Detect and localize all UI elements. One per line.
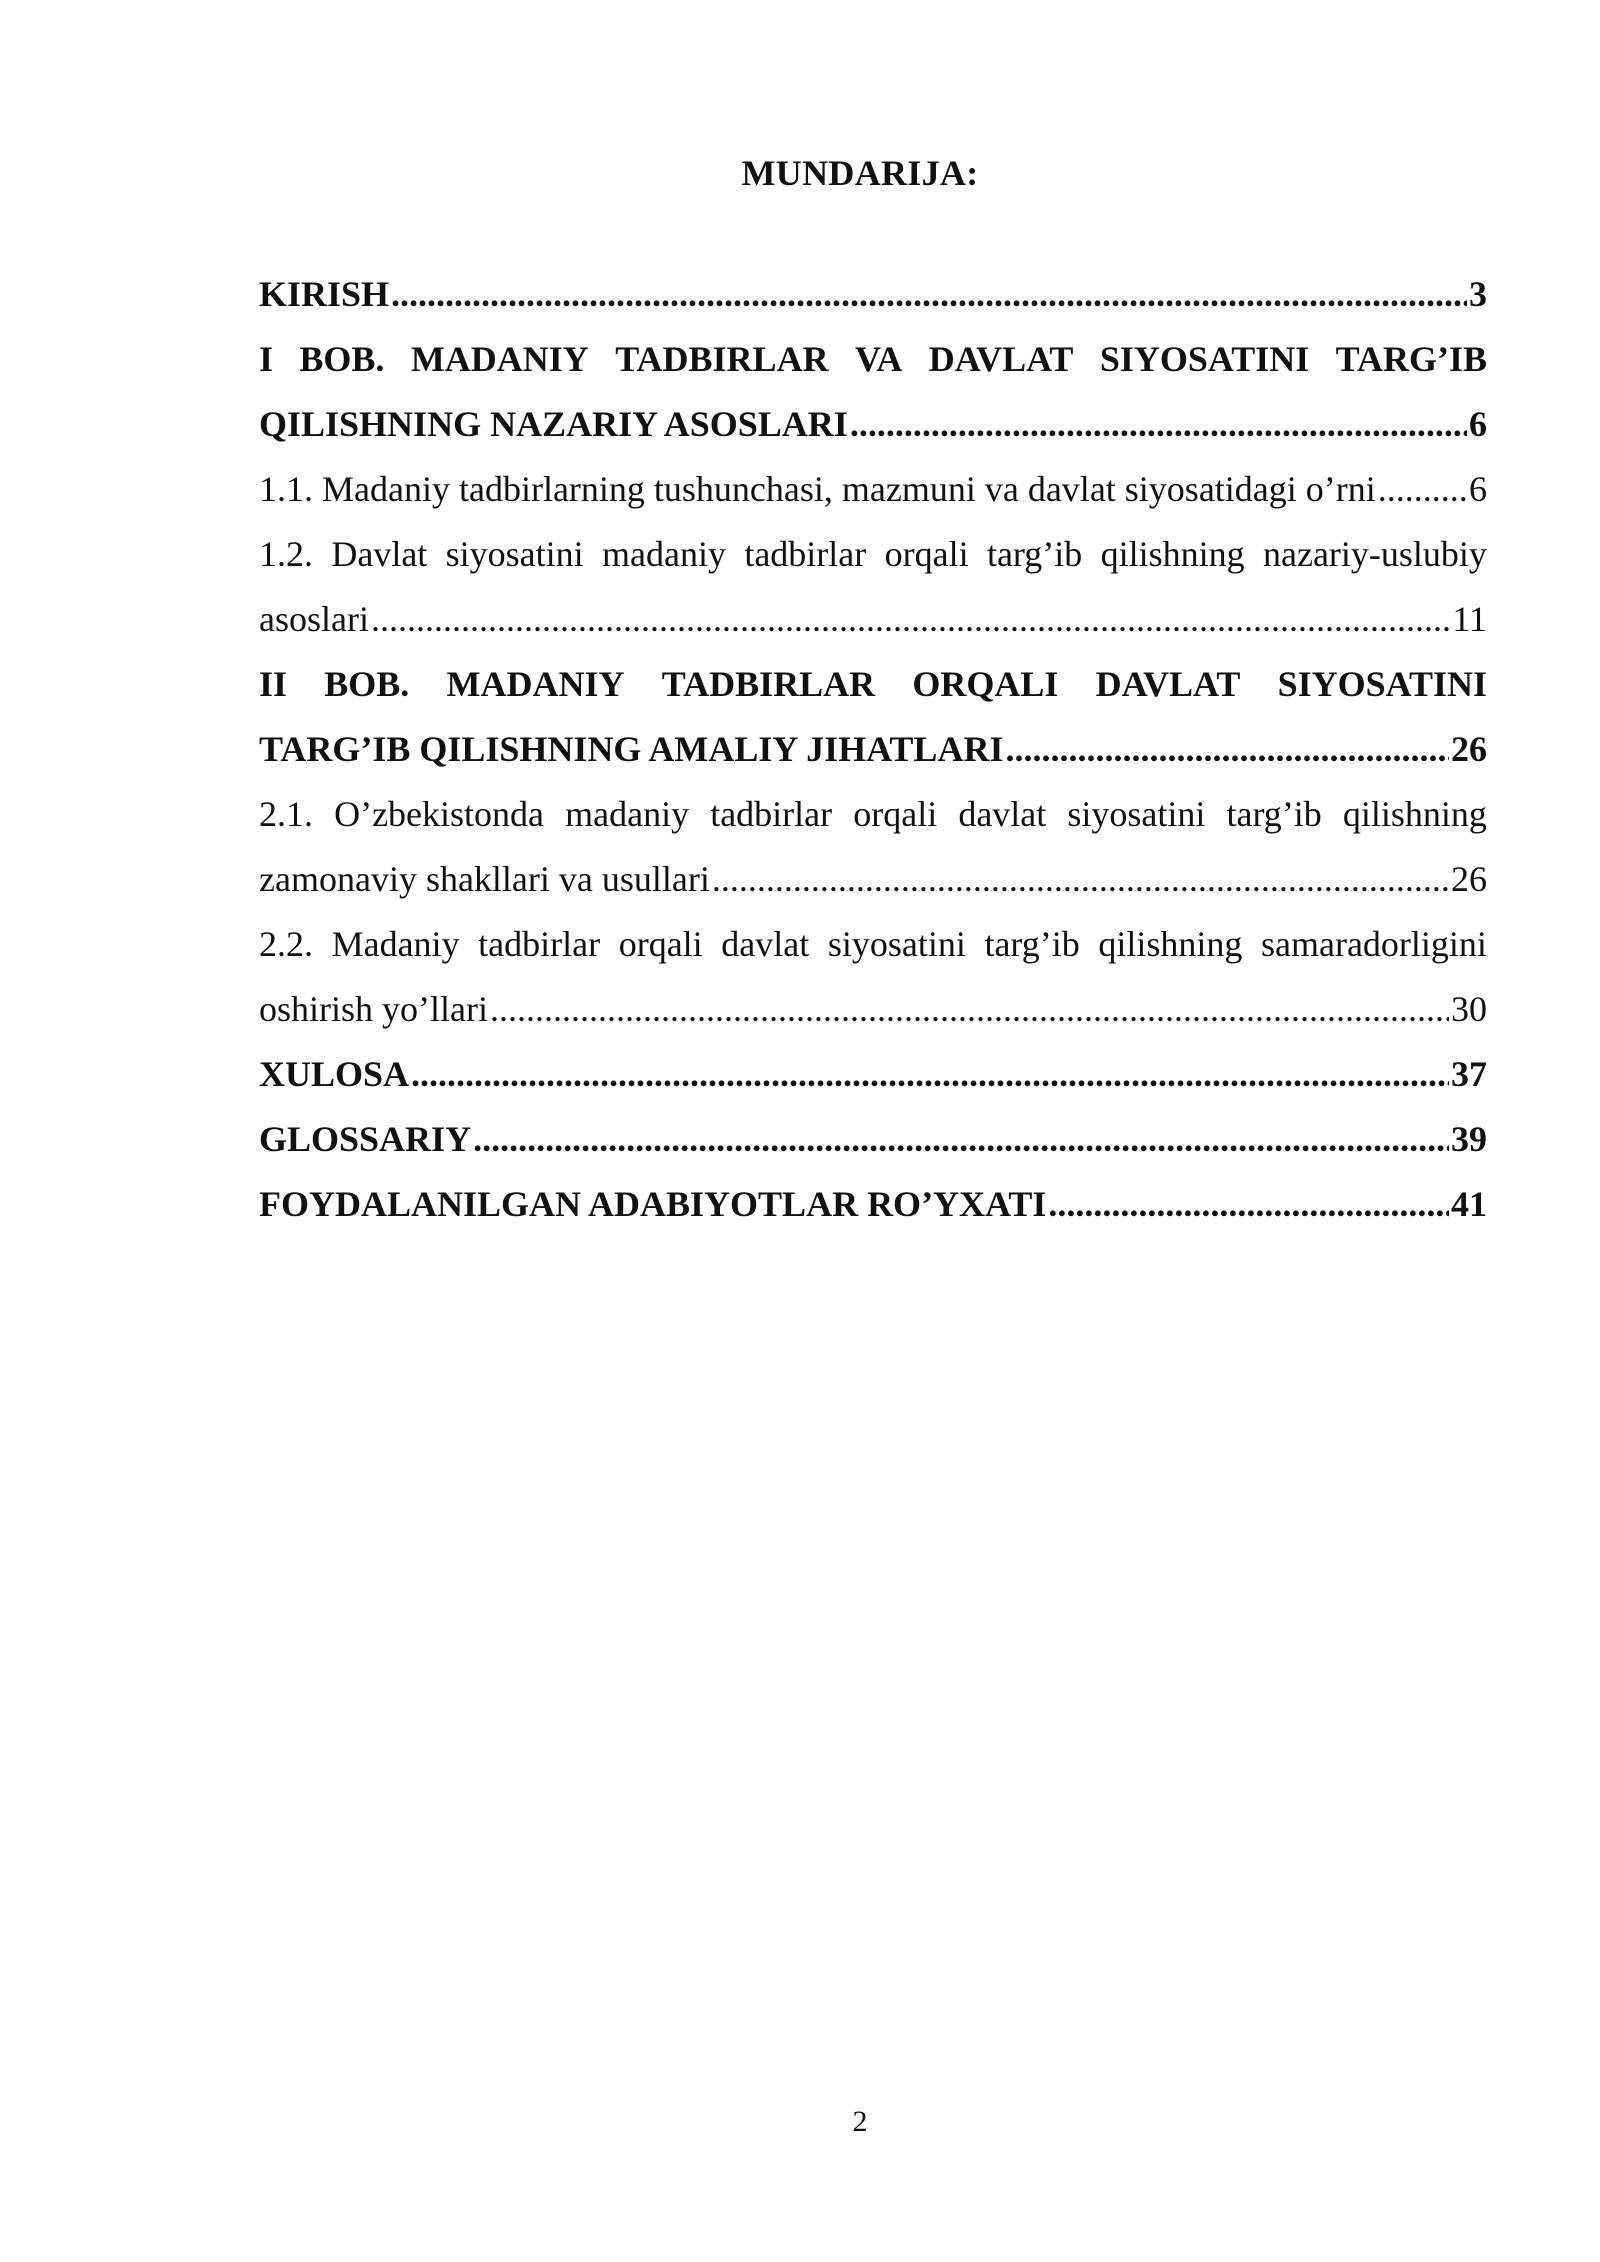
toc-word: DAVLAT	[928, 339, 1074, 379]
toc-word: Madaniy	[331, 924, 460, 964]
toc-entry-2-1-line1[interactable]	[259, 782, 1487, 847]
toc-word: tadbirlar	[478, 924, 601, 964]
toc-word: ORQALI	[912, 664, 1059, 704]
toc-title: MUNDARIJA:	[741, 153, 979, 193]
toc-word: orqali	[853, 794, 938, 834]
toc-entry-label: zamonaviy shakllari va usullari	[259, 859, 710, 899]
toc-word: VA	[854, 339, 903, 379]
dot-leader	[1048, 1172, 1449, 1237]
toc-word: qilishning	[1098, 924, 1243, 964]
dot-leader	[490, 977, 1449, 1042]
toc-word: TADBIRLAR	[615, 339, 829, 379]
toc-entry-page: 6	[1469, 469, 1487, 509]
toc-entry-page: 37	[1451, 1054, 1487, 1094]
toc-entry-bob2-line2[interactable]	[259, 717, 1487, 782]
toc-entry-page: 3	[1469, 274, 1487, 314]
toc-entry-label: QILISHNING NAZARIY ASOSLARI	[259, 404, 848, 444]
toc-word: 2.2.	[259, 924, 313, 964]
toc-entry-1-2-line1[interactable]	[259, 522, 1487, 587]
toc-entry-page: 11	[1452, 599, 1487, 639]
toc-entry-page: 6	[1469, 404, 1487, 444]
toc-entry-label: FOYDALANILGAN ADABIYOTLAR RO’YXATI	[259, 1184, 1047, 1224]
toc-entry-page: 30	[1451, 989, 1487, 1029]
dot-leader	[391, 262, 1467, 327]
toc-word: tadbirlar	[744, 534, 867, 574]
toc-entry-xulosa[interactable]	[259, 1042, 1487, 1107]
toc-entry-label: TARG’IB QILISHNING AMALIY JIHATLARI	[259, 729, 1004, 769]
toc-entry-label: GLOSSARIY	[259, 1119, 472, 1159]
toc-entry-adabiyotlar[interactable]	[259, 1172, 1487, 1237]
toc-word: siyosatini	[1067, 794, 1206, 834]
toc-word: BOB.	[324, 664, 410, 704]
toc-entry-page: 26	[1451, 859, 1487, 899]
toc-word: davlat	[721, 924, 810, 964]
toc-word: MADANIY	[446, 664, 625, 704]
toc-word: madaniy	[602, 534, 726, 574]
toc-entry-label: 1.1. Madaniy tadbirlarning tushunchasi, mazmuni va davlat siyosatidagi o’rni	[259, 469, 1376, 509]
toc-word: I	[259, 339, 274, 379]
toc-word: madaniy	[565, 794, 690, 834]
toc-entry-2-2-line1[interactable]	[259, 912, 1487, 977]
dot-leader	[1005, 717, 1449, 782]
toc-word: davlat	[958, 794, 1047, 834]
toc-entry-label: XULOSA	[259, 1054, 410, 1094]
toc-word: MADANIY	[410, 339, 589, 379]
toc-entry-label: oshirish yo’llari	[259, 989, 488, 1029]
dot-leader	[371, 587, 1450, 652]
toc-word: O’zbekistonda	[334, 794, 545, 834]
toc-word: DAVLAT	[1095, 664, 1241, 704]
toc-word: II	[259, 664, 288, 704]
toc-entry-2-2-line2[interactable]	[259, 977, 1487, 1042]
toc-word: Davlat	[331, 534, 428, 574]
toc-entry-1-2-line2[interactable]	[259, 587, 1487, 652]
toc-word: SIYOSATINI	[1277, 664, 1487, 704]
dot-leader	[850, 392, 1467, 457]
toc-word: orqali	[618, 924, 703, 964]
toc-word: nazariy-uslubiy	[1262, 534, 1487, 574]
toc-word: tadbirlar	[710, 794, 833, 834]
toc-word: samaradorligini	[1260, 924, 1487, 964]
toc-word: SIYOSATINI	[1099, 339, 1310, 379]
toc-word: targ’ib	[986, 534, 1083, 574]
toc-entry-label: asoslari	[259, 599, 369, 639]
page-number: 2	[852, 2105, 868, 2138]
toc-entry-glossariy[interactable]	[259, 1107, 1487, 1172]
dot-leader	[411, 1042, 1449, 1107]
toc-entry-page: 26	[1451, 729, 1487, 769]
toc-entry-bob1-line1[interactable]	[259, 327, 1487, 392]
dot-leader	[712, 847, 1449, 912]
toc-word: targ’ib	[1226, 794, 1322, 834]
toc-word: siyosatini	[827, 924, 966, 964]
toc-entry-bob2-line1[interactable]	[259, 652, 1487, 717]
toc-entry-2-1-line2[interactable]	[259, 847, 1487, 912]
toc-entry-kirish[interactable]	[259, 262, 1487, 327]
toc-word: TARG’IB	[1335, 339, 1487, 379]
toc-word: siyosatini	[445, 534, 584, 574]
toc-word: orqali	[884, 534, 969, 574]
table-of-contents	[259, 262, 1487, 1237]
toc-word: qilishning	[1100, 534, 1245, 574]
toc-word: targ’ib	[984, 924, 1080, 964]
dot-leader	[1378, 457, 1467, 522]
toc-word: TADBIRLAR	[661, 664, 876, 704]
toc-word: 2.1.	[259, 794, 313, 834]
toc-entry-1-1[interactable]	[259, 457, 1487, 522]
toc-word: qilishning	[1342, 794, 1487, 834]
dot-leader	[473, 1107, 1449, 1172]
toc-entry-page: 41	[1451, 1184, 1487, 1224]
toc-word: BOB.	[299, 339, 385, 379]
toc-entry-bob1-line2[interactable]	[259, 392, 1487, 457]
toc-word: 1.2.	[259, 534, 313, 574]
toc-entry-label: KIRISH	[259, 274, 390, 314]
toc-entry-page: 39	[1451, 1119, 1487, 1159]
